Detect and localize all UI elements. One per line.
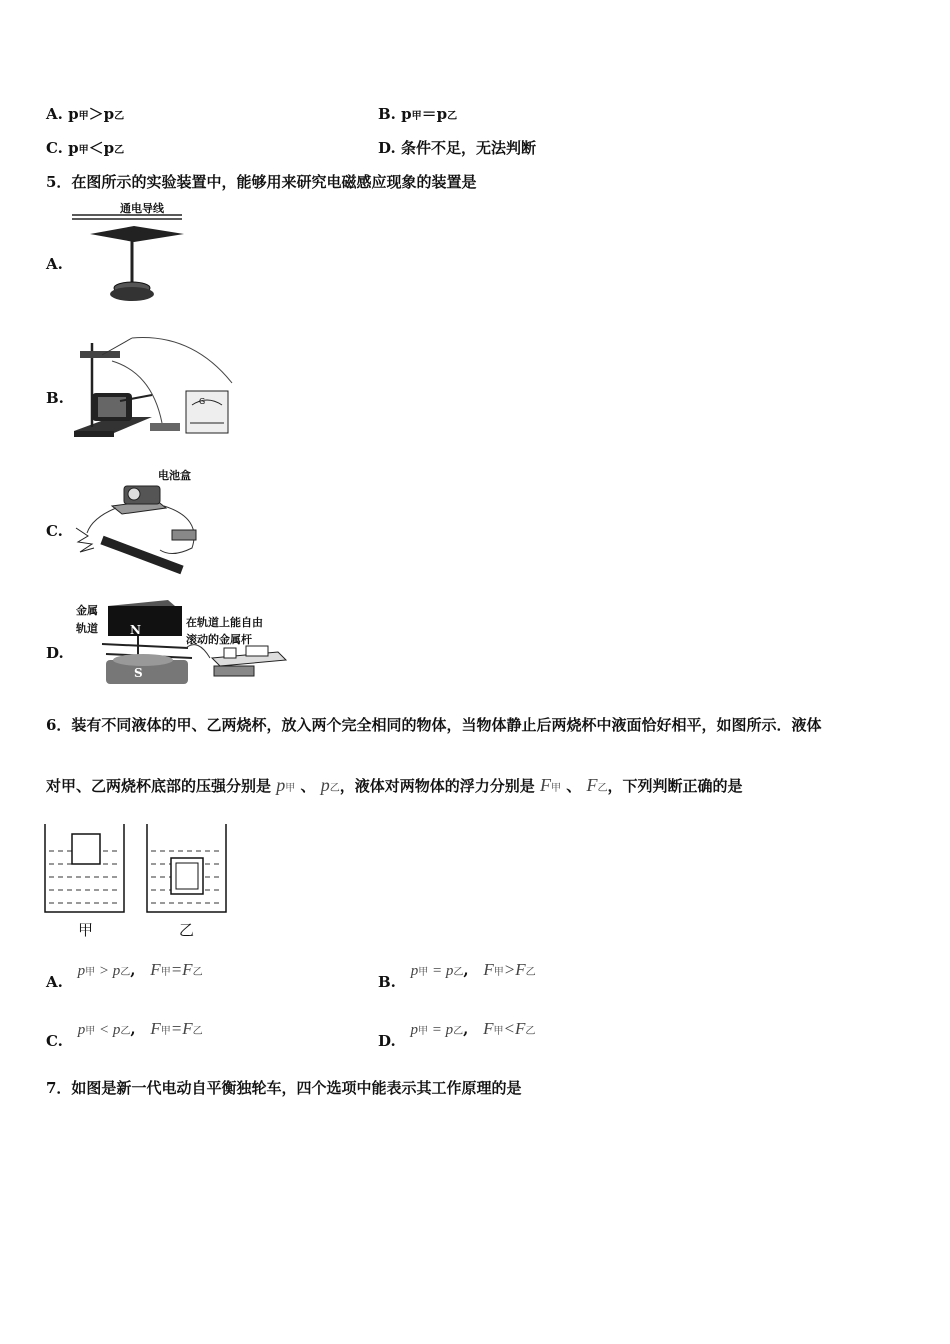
battery-box-label: 电池盒 bbox=[158, 469, 191, 482]
rolling-rod-label-2: 滚动的金属杆 bbox=[186, 633, 252, 646]
q5-option-a-letter: A. bbox=[46, 255, 63, 273]
q5-figure-c bbox=[72, 478, 212, 583]
q5-option-b-letter: B. bbox=[46, 389, 64, 407]
q6-option-b: B. p甲 = p乙, F甲>F乙 bbox=[378, 960, 536, 991]
q6-stem-line1: 6．装有不同液体的甲、乙两烧杯，放入两个完全相同的物体，当物体静止后两烧杯中液面恰好相平，如图所示．液体 bbox=[46, 716, 822, 734]
option-letter: A. bbox=[46, 105, 63, 123]
q5-figure-b bbox=[72, 333, 242, 443]
option-letter: B. bbox=[378, 105, 396, 123]
metal-rail-label-2: 轨道 bbox=[76, 622, 98, 635]
q4-option-d: D. 条件不足，无法判断 bbox=[378, 139, 536, 157]
magnet-n-label: N bbox=[130, 623, 141, 637]
beaker-jia-label: 甲 bbox=[78, 921, 94, 939]
magnet-s-label: S bbox=[134, 666, 143, 680]
beaker-jia bbox=[45, 824, 124, 912]
energized-wire-label: 通电导线 bbox=[120, 202, 164, 215]
q4-option-a: A. p甲＞p乙 bbox=[46, 105, 125, 123]
q5-option-c-letter: C. bbox=[46, 522, 63, 540]
q6-stem-line2: 对甲、乙两烧杯底部的压强分别是 p甲 、 p乙，液体对两物体的浮力分别是 F甲 、 F乙，下列判断正确的是 bbox=[46, 775, 743, 795]
option-letter: C. bbox=[46, 139, 63, 157]
beaker-yi bbox=[147, 824, 226, 912]
q5-option-d-letter: D. bbox=[46, 644, 64, 662]
q6-option-a: A. p甲 > p乙, F甲=F乙 bbox=[46, 960, 203, 991]
rolling-rod-label-1: 在轨道上能自由 bbox=[186, 616, 263, 629]
q5-figure-a bbox=[72, 212, 192, 307]
q6-beakers-figure bbox=[44, 824, 234, 916]
q4-option-b: B. p甲＝p乙 bbox=[378, 105, 458, 123]
q6-option-d: D. p甲 = p乙, F甲<F乙 bbox=[378, 1019, 536, 1050]
beaker-yi-label: 乙 bbox=[179, 921, 195, 939]
q5-stem: 5．在图所示的实验装置中，能够用来研究电磁感应现象的装置是 bbox=[46, 173, 477, 191]
option-letter: D. bbox=[378, 139, 396, 157]
q6-option-c: C. p甲 < p乙, F甲=F乙 bbox=[46, 1019, 203, 1050]
q7-stem: 7．如图是新一代电动自平衡独轮车，四个选项中能表示其工作原理的是 bbox=[46, 1079, 522, 1097]
q4-option-c: C. p甲＜p乙 bbox=[46, 139, 125, 157]
galvanometer-label: G bbox=[199, 397, 206, 406]
metal-rail-label-1: 金属 bbox=[76, 604, 98, 617]
q5-figure-d bbox=[98, 598, 288, 693]
